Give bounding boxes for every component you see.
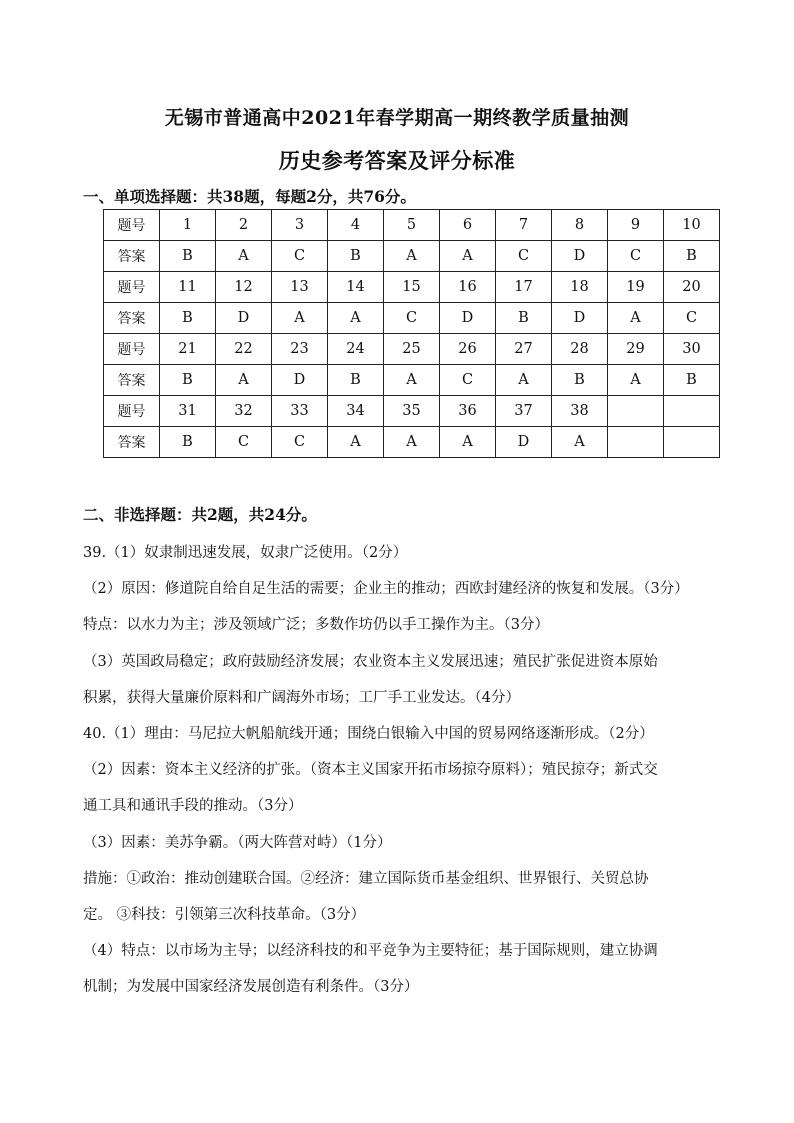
answer-line: 定。 ③科技：引领第三次科技革命。（3分） xyxy=(83,907,366,924)
table-cell: B xyxy=(664,365,720,396)
row-label: 题号 xyxy=(104,272,160,303)
table-cell: D xyxy=(216,303,272,334)
table-cell: 4 xyxy=(328,210,384,241)
table-cell: C xyxy=(384,303,440,334)
row-label: 题号 xyxy=(104,334,160,365)
table-cell: C xyxy=(440,365,496,396)
table-cell: C xyxy=(608,241,664,272)
table-cell: 13 xyxy=(272,272,328,303)
table-cell: 27 xyxy=(496,334,552,365)
table-cell: A xyxy=(496,365,552,396)
table-cell: 14 xyxy=(328,272,384,303)
table-cell: B xyxy=(496,303,552,334)
table-cell: 2 xyxy=(216,210,272,241)
table-cell: A xyxy=(384,365,440,396)
table-cell: D xyxy=(272,365,328,396)
table-cell: B xyxy=(160,427,216,458)
answer-table xyxy=(103,209,720,458)
table-cell: 33 xyxy=(272,396,328,427)
table-cell: A xyxy=(440,427,496,458)
table-cell: 30 xyxy=(664,334,720,365)
table-cell: A xyxy=(384,241,440,272)
answer-line: （4）特点：以市场为主导；以经济科技的和平竞争为主要特征；基于国际规则，建立协调 xyxy=(83,943,658,960)
table-cell: 28 xyxy=(552,334,608,365)
table-cell: 23 xyxy=(272,334,328,365)
table-cell: A xyxy=(608,365,664,396)
table-cell: 32 xyxy=(216,396,272,427)
table-cell: C xyxy=(216,427,272,458)
section1-heading: 一、单项选择题：共38题，每题2分，共76分。 xyxy=(83,187,416,206)
section2-heading: 二、非选择题：共2题，共24分。 xyxy=(83,505,317,524)
document-subtitle: 历史参考答案及评分标准 xyxy=(278,148,516,173)
table-row xyxy=(104,334,720,365)
table-cell: 25 xyxy=(384,334,440,365)
table-cell: C xyxy=(272,241,328,272)
table-cell: 7 xyxy=(496,210,552,241)
table-row xyxy=(104,365,720,396)
table-cell: 18 xyxy=(552,272,608,303)
table-cell: A xyxy=(328,303,384,334)
answer-line: 39.（1）奴隶制迅速发展，奴隶广泛使用。（2分） xyxy=(83,545,408,561)
table-cell: 11 xyxy=(160,272,216,303)
table-cell: 26 xyxy=(440,334,496,365)
row-label: 答案 xyxy=(104,365,160,396)
table-cell: 21 xyxy=(160,334,216,365)
table-cell: 19 xyxy=(608,272,664,303)
table-cell: D xyxy=(552,241,608,272)
row-label: 答案 xyxy=(104,241,160,272)
answer-line: 40.（1）理由：马尼拉大帆船航线开通；围绕白银输入中国的贸易网络逐渐形成。（2分） xyxy=(83,726,654,743)
answer-line: （3）英国政局稳定；政府鼓励经济发展；农业资本主义发展迅速；殖民扩张促进资本原始 xyxy=(83,653,658,670)
table-cell: 15 xyxy=(384,272,440,303)
table-cell: 22 xyxy=(216,334,272,365)
table-cell: B xyxy=(664,241,720,272)
answer-line: 特点：以水力为主；涉及领域广泛；多数作坊仍以手工操作为主。（3分） xyxy=(83,617,549,634)
table-cell: A xyxy=(272,303,328,334)
table-cell: B xyxy=(160,365,216,396)
answer-line: （3）因素：美苏争霸。（两大阵营对峙）（1分） xyxy=(83,834,392,851)
answer-table-body xyxy=(104,210,720,458)
table-cell: 17 xyxy=(496,272,552,303)
table-row xyxy=(104,210,720,241)
table-cell: A xyxy=(384,427,440,458)
table-cell: A xyxy=(440,241,496,272)
table-cell: 20 xyxy=(664,272,720,303)
table-cell: 9 xyxy=(608,210,664,241)
table-cell: D xyxy=(496,427,552,458)
table-cell: 29 xyxy=(608,334,664,365)
table-cell: 5 xyxy=(384,210,440,241)
table-cell: 10 xyxy=(664,210,720,241)
table-cell: 3 xyxy=(272,210,328,241)
table-cell: B xyxy=(160,303,216,334)
row-label: 答案 xyxy=(104,303,160,334)
table-cell xyxy=(608,396,664,427)
table-cell: 37 xyxy=(496,396,552,427)
row-label: 题号 xyxy=(104,396,160,427)
table-cell: A xyxy=(216,241,272,272)
table-cell: 16 xyxy=(440,272,496,303)
table-cell xyxy=(664,396,720,427)
table-cell: A xyxy=(608,303,664,334)
table-cell: 31 xyxy=(160,396,216,427)
table-row xyxy=(104,396,720,427)
table-cell: A xyxy=(552,427,608,458)
answer-line: （2）原因：修道院自给自足生活的需要；企业主的推动；西欧封建经济的恢复和发展。（3分） xyxy=(83,581,689,598)
table-cell: 35 xyxy=(384,396,440,427)
table-cell: C xyxy=(272,427,328,458)
table-cell: 1 xyxy=(160,210,216,241)
table-cell: 6 xyxy=(440,210,496,241)
table-cell: B xyxy=(328,365,384,396)
table-cell: B xyxy=(552,365,608,396)
table-row xyxy=(104,427,720,458)
table-row xyxy=(104,241,720,272)
section2-answers xyxy=(83,535,713,1006)
table-cell: D xyxy=(552,303,608,334)
table-cell: C xyxy=(496,241,552,272)
table-cell xyxy=(664,427,720,458)
table-cell: 24 xyxy=(328,334,384,365)
table-cell: A xyxy=(328,427,384,458)
table-row xyxy=(104,272,720,303)
row-label: 答案 xyxy=(104,427,160,458)
table-cell: 38 xyxy=(552,396,608,427)
document-title: 无锡市普通高中2021年春学期高一期终教学质量抽测 xyxy=(164,107,630,129)
answer-line: 措施：①政治：推动创建联合国。②经济：建立国际货币基金组织、世界银行、关贸总协 xyxy=(83,870,649,887)
answer-line: （2）因素：资本主义经济的扩张。（资本主义国家开拓市场掠夺原料）；殖民掠夺；新式交 xyxy=(83,762,658,779)
table-row xyxy=(104,303,720,334)
answer-line: 机制；为发展中国家经济发展创造有利条件。（3分） xyxy=(83,979,419,996)
table-cell: 12 xyxy=(216,272,272,303)
table-cell: C xyxy=(664,303,720,334)
table-cell: A xyxy=(216,365,272,396)
table-cell: 34 xyxy=(328,396,384,427)
row-label: 题号 xyxy=(104,210,160,241)
answer-line: 通工具和通讯手段的推动。（3分） xyxy=(83,798,303,815)
table-cell: D xyxy=(440,303,496,334)
answer-line: 积累，获得大量廉价原料和广阔海外市场；工厂手工业发达。（4分） xyxy=(83,689,520,706)
table-cell xyxy=(608,427,664,458)
table-cell: B xyxy=(328,241,384,272)
table-cell: 8 xyxy=(552,210,608,241)
table-cell: B xyxy=(160,241,216,272)
table-cell: 36 xyxy=(440,396,496,427)
